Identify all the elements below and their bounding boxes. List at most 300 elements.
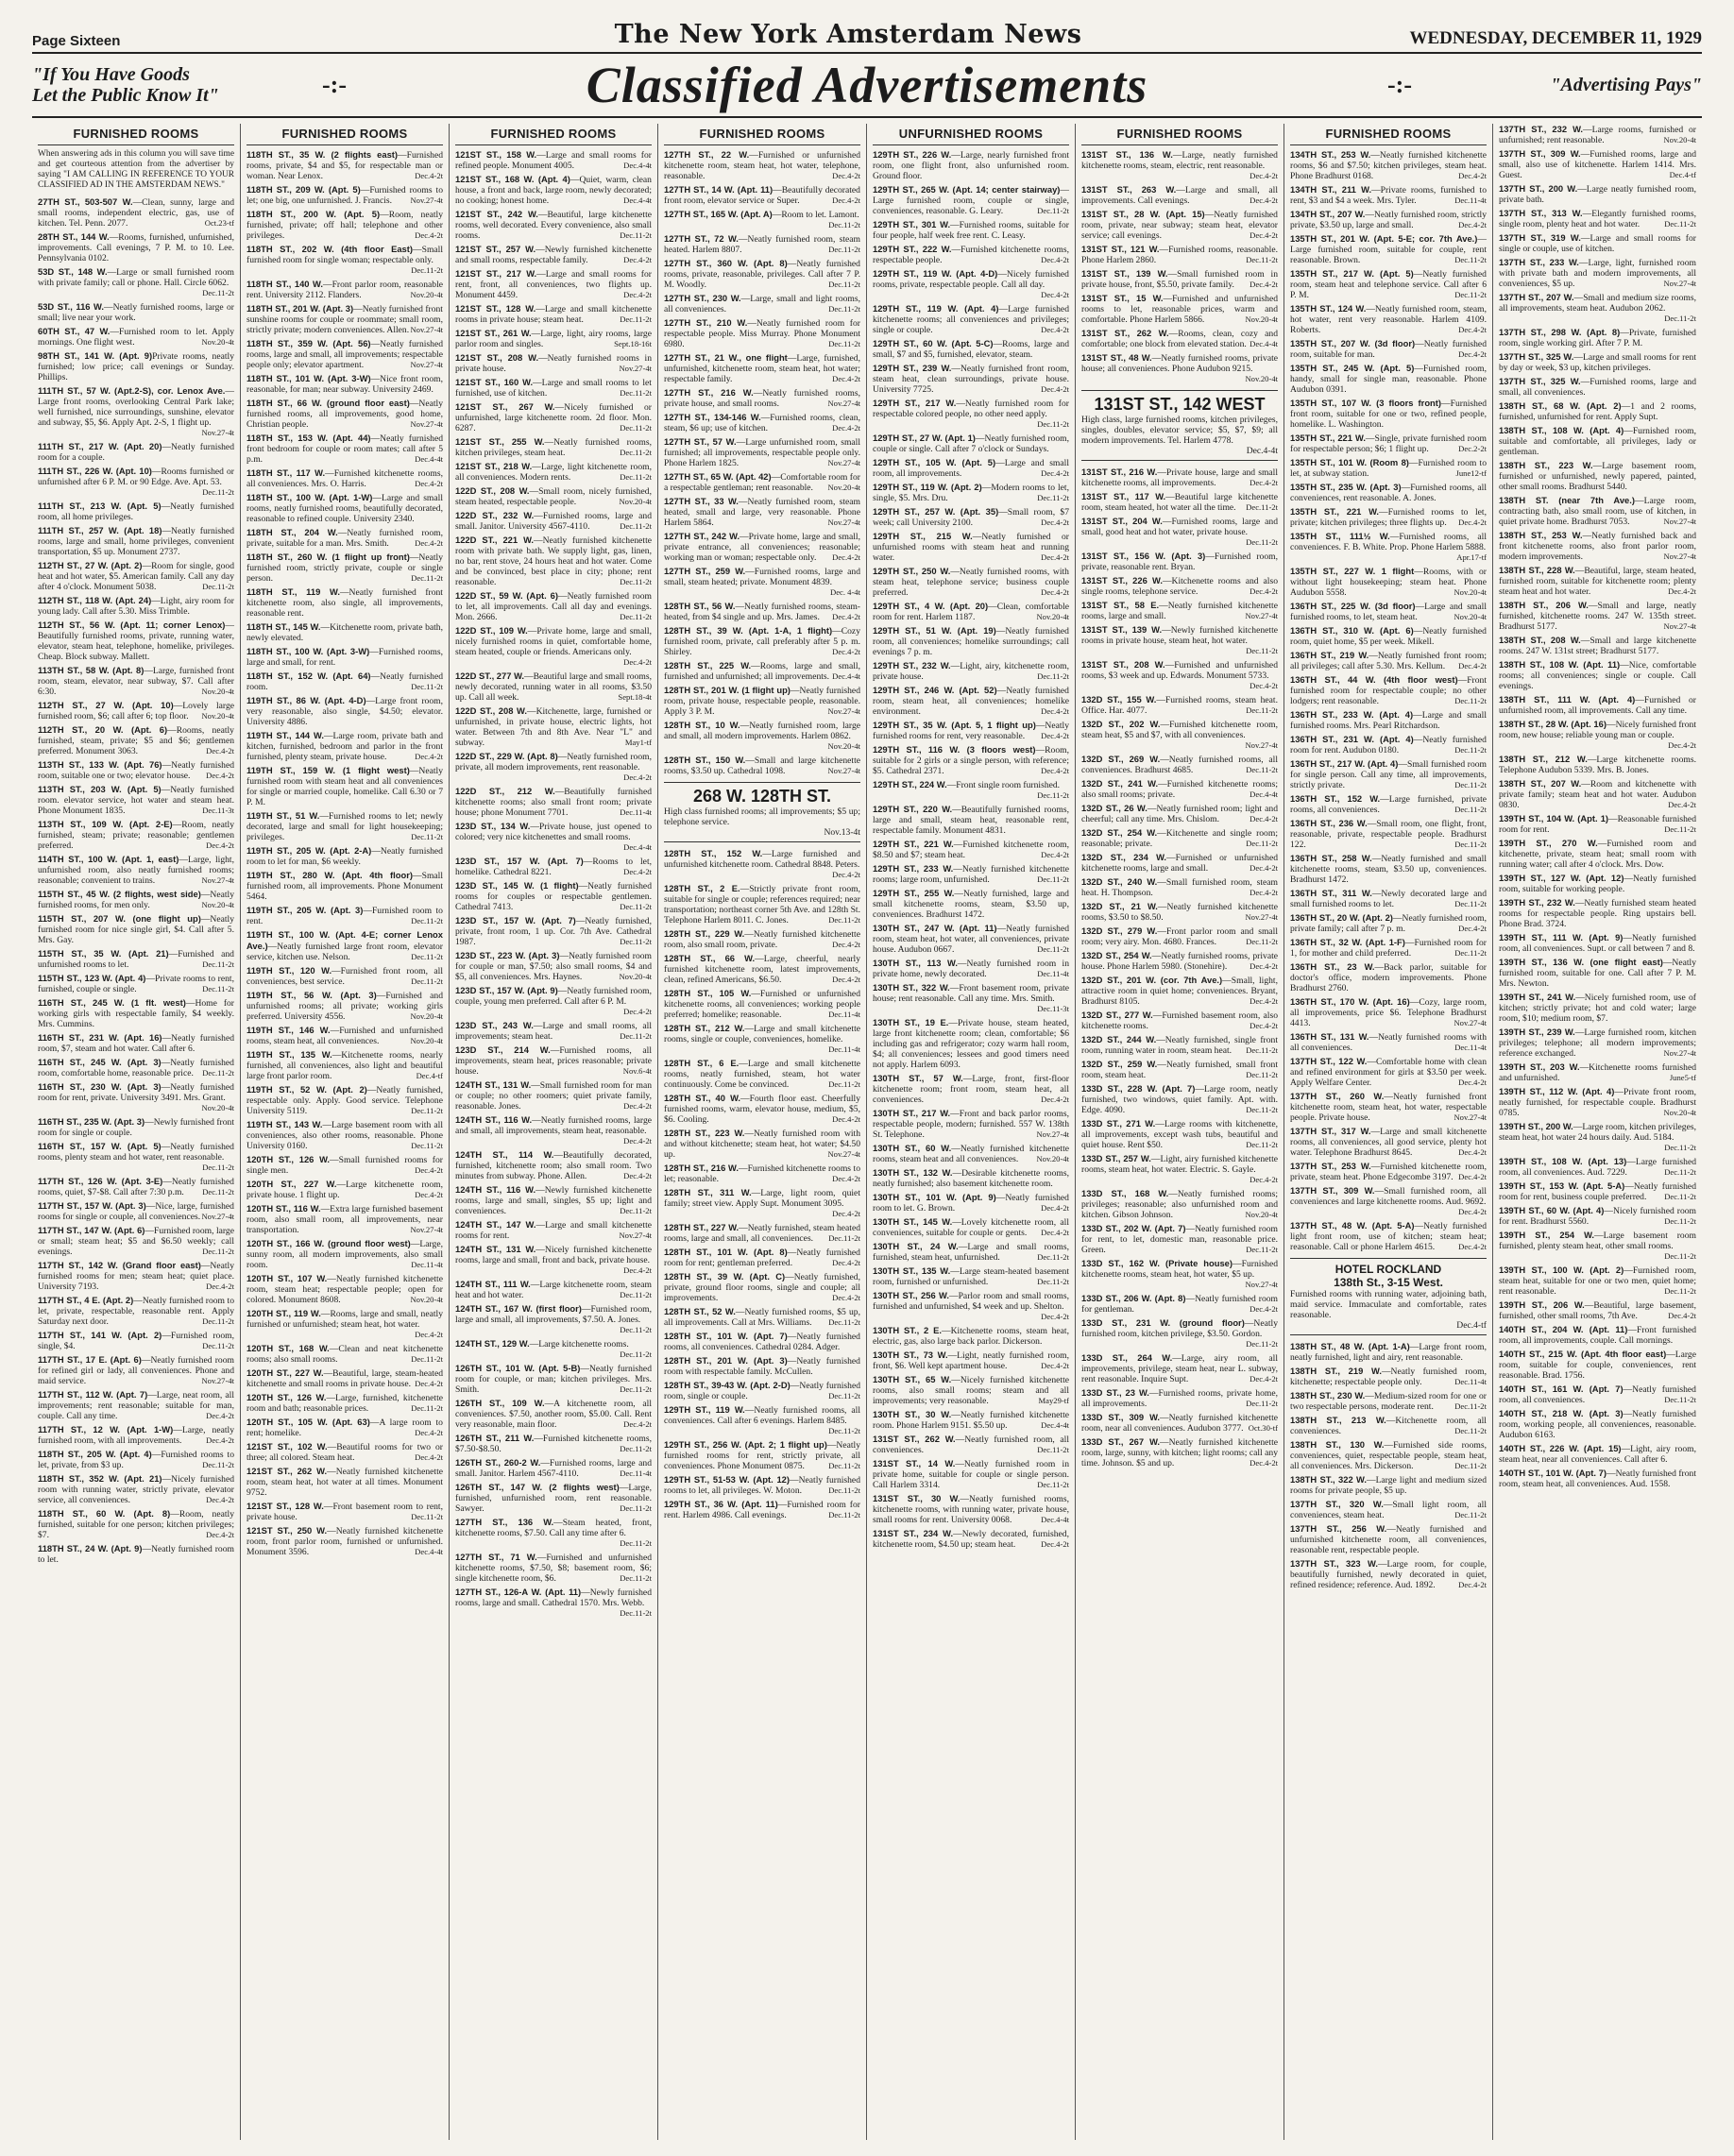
ad-address: 117TH ST., 126 W. (Apt. 3-E): [38, 1176, 163, 1186]
ad-insertion-code: Dec.11-2t: [1664, 1192, 1696, 1201]
ad-text: —Neatly furnished kitchenette room, front parlor room, furnished or unfurnished. Monument 3596.: [246, 1526, 443, 1557]
ad-text: —Neatly furnished room for couple or man, $7.50; also small rooms, $4 and $5, all conveniences. Mrs. Haynes.: [455, 951, 653, 982]
ad-insertion-code: Dec.4-2t: [832, 1258, 860, 1267]
ad-insertion-code: Dec.11-2t: [620, 521, 652, 531]
ad-insertion-code: Dec.11-2t: [1454, 1461, 1487, 1470]
ad-address: 139TH ST., 232 W.: [1499, 897, 1575, 908]
classified-ad: [873, 506, 1069, 528]
ad-address: 132D ST., 254 W.: [1081, 827, 1158, 838]
classified-ad: [873, 888, 1069, 920]
ad-text: —Furnished rooms, large and small, also use of kitchenette. Harlem 1414. Mrs. Guest.: [1499, 149, 1696, 180]
ad-address: 121ST ST., 128 W.: [246, 1501, 324, 1511]
classified-ad: [1081, 754, 1278, 775]
ad-address: 111TH ST., 213 W. (Apt. 5): [38, 501, 162, 511]
ad-text: —Large front room, very reasonable, also single, $4.50; elevator. University 4886.: [246, 696, 443, 727]
ad-address: 111TH ST., 257 W. (Apt. 18): [38, 525, 162, 535]
ad-address: 128TH ST., 227 W.: [664, 1222, 740, 1232]
classified-ad: [246, 671, 443, 692]
ad-address: 119TH ST., 280 W. (Apt. 4th floor): [246, 870, 414, 880]
ad-text: —Small furnished room for single person. Call any time, all improvements, strictly private.: [1290, 759, 1487, 790]
ad-text: —Medium-sized room for one or two respectable persons, moderate rent.: [1290, 1391, 1487, 1412]
classified-ad: [1499, 232, 1696, 254]
ad-insertion-code: Dec.4-2t: [206, 840, 234, 850]
ad-text: —Extra large furnished basement room, also small room, all improvements, near transportation.: [246, 1204, 443, 1235]
ad-address: 138TH ST., 108 W. (Apt. 11): [1499, 659, 1621, 670]
ad-insertion-code: Dec.11-2t: [1246, 1399, 1278, 1408]
ad-text: —Furnished rooms, all conveniences, rent reasonable. A. Jones.: [1290, 483, 1487, 503]
ad-insertion-code: Dec.4-2t: [1458, 1580, 1487, 1589]
ad-insertion-code: Nov.27-4t: [1245, 740, 1278, 750]
ad-address: 129TH ST., 224 W.: [873, 779, 947, 789]
ad-text: —Large, light room, quiet family; street view. Apply Supt. Monument 3095.: [664, 1188, 860, 1209]
ad-address: 112TH ST., 27 W. (Apt. 2): [38, 560, 143, 570]
ad-text: —Rooms, large and small, neatly furnished or unfurnished; steam heat, hot water.: [246, 1309, 443, 1330]
ad-address: 129TH ST., 215 W.: [873, 531, 973, 541]
ad-address: 129TH ST., 246 W. (Apt. 52): [873, 685, 997, 695]
ad-insertion-code: Dec.4-4t: [415, 1547, 443, 1556]
ad-address: 118TH ST., 101 W. (Apt. 3-W): [246, 373, 371, 383]
ad-address: 127TH ST., 14 W. (Apt. 11): [664, 184, 774, 195]
ad-text: —Small, light, attractive room in quiet home; conveniences. Bryant, Bradhurst 8105.: [1081, 976, 1278, 1007]
ad-text: —Neatly furnished room, couple, young men preferred. Call after 6 P. M.: [455, 986, 652, 1007]
ad-address: 127TH ST., 57 W.: [664, 436, 737, 447]
classified-ad: [455, 149, 652, 171]
ad-address: 112TH ST., 118 W. (Apt. 24): [38, 595, 152, 605]
classified-ad: [1499, 1086, 1696, 1118]
classified-ad: [664, 928, 860, 950]
classified-ad: [873, 720, 1069, 741]
ad-insertion-code: Dec.11-2t: [202, 1068, 234, 1078]
classified-ad: [246, 965, 443, 987]
ad-address: 121ST ST., 158 W.: [455, 149, 537, 160]
classified-ad: [1499, 183, 1696, 205]
ad-text: —Neatly furnished room with and without kitchenette; steam heat, hot water; $4.50 up.: [664, 1129, 860, 1160]
ad-text: —Kitchenette rooms, steam heat, electric, gas, also large back parlor. Dickerson.: [873, 1326, 1069, 1347]
ad-text: —Neatly furnished room to let for man, $6 weekly.: [246, 846, 443, 867]
classified-ad: [664, 601, 860, 622]
ad-insertion-code: Dec.11-2t: [1246, 1045, 1278, 1055]
ad-insertion-code: Dec.4-2t: [1250, 1374, 1278, 1384]
ad-text: —Neatly furnished kitchenette rooms; large room, unfurnished.: [873, 864, 1069, 885]
ad-text: —Furnished room to let. Apply mornings. One flight west.: [38, 327, 234, 348]
ad-insertion-code: Dec.11-2t: [1454, 948, 1487, 958]
ad-insertion-code: Dec.4-2t: [1250, 586, 1278, 596]
ad-text: —Large and small furnished rooms, to let, steam heat.: [1290, 602, 1487, 622]
display-ad-text: Furnished rooms with running water, adjoining bath, maid service. Immaculate and comfortable, rates reasonable.: [1290, 1289, 1487, 1320]
ad-text: —Large, sunny room, all modern improvements, also small room.: [246, 1239, 443, 1270]
ad-insertion-code: Dec.4-2t: [206, 1282, 234, 1291]
classified-ad: [1499, 1156, 1696, 1178]
ad-text: —Neatly furnished rooms, plenty steam and hot water, rent reasonable.: [38, 1142, 234, 1163]
ad-address: 124TH ST., 116 W.: [455, 1184, 536, 1195]
ad-insertion-code: Dec.4-4t: [1041, 1515, 1069, 1524]
ad-insertion-code: Dec.11-2t: [620, 1573, 652, 1583]
ad-text: —Private home, large and small, nicely furnished rooms in quiet, comfortable home, steam heated, couple or friends. Americans only.: [455, 626, 652, 657]
classified-ad: [873, 1241, 1069, 1263]
classified-ad: [1081, 575, 1278, 597]
ad-address: 135TH ST., 107 W. (3 floors front): [1290, 398, 1442, 408]
display-ad-text: High class, large furnished rooms, kitchen privileges, singles, doubles, elevator service; $5, $7, $9; all modern improvements. Tel. Harlem 4778.: [1081, 415, 1278, 446]
ad-text: —Front basement room to rent, private house.: [246, 1502, 443, 1522]
classified-ad: [1081, 328, 1278, 349]
reader-notice: When answering ads in this column you will save time and get courteous attention from the advertiser by saying "I AM CALLING IN REFERENCE TO YOUR CLASSIFIED AD IN THE AMSTERDAM NEWS.": [38, 149, 234, 190]
ad-text: —Neatly furnished room for nice single girl, $4. Call after 5. Mrs. Gay.: [38, 914, 234, 945]
ad-address: 118TH ST., 145 W.: [246, 621, 321, 632]
ad-insertion-code: Dec.11-2t: [1246, 1105, 1278, 1114]
classified-ad: [1290, 996, 1487, 1028]
slogan-left: [32, 64, 297, 106]
ad-insertion-code: Dec.4-2t: [1250, 863, 1278, 873]
ad-address: 128TH ST., 6 E.: [664, 1058, 740, 1068]
ad-address: 122D ST., 109 W.: [455, 625, 528, 636]
ad-insertion-code: Dec.4-2t: [832, 195, 860, 205]
ad-address: 117TH ST., 142 W. (Grand floor east): [38, 1260, 201, 1270]
ad-address: 122D ST., 59 W. (Apt. 6): [455, 590, 558, 601]
ad-address: 123D ST., 157 W. (Apt. 9): [455, 985, 558, 995]
ad-address: 111TH ST., 217 W. (Apt. 20): [38, 441, 162, 451]
ad-text: —Furnished rooms to let, private, from $3 up.: [38, 1450, 234, 1470]
ad-text: —Neatly furnished rooms, private house, and small rooms.: [664, 388, 860, 409]
ad-address: 121ST ST., 102 W.: [246, 1441, 328, 1451]
ad-insertion-code: Dec.11-4t: [1454, 1043, 1487, 1052]
ad-text: —Small furnished room in private house, front, $5.50, private family.: [1081, 269, 1278, 290]
ad-address: 140TH ST., 226 W. (Apt. 15): [1499, 1443, 1622, 1453]
ad-address: 118TH ST., 201 W. (Apt. 3): [246, 303, 354, 314]
classified-ad: [1290, 961, 1487, 993]
classified-ad: [455, 485, 652, 507]
ad-text: —Large furnished room, kitchen privileges; telephone; all modern improvements; reference exchanged.: [1499, 1027, 1696, 1059]
ad-insertion-code: Dec.11-2t: [1664, 824, 1696, 834]
ad-text: —Furnished room for rent. Harlem 4986. Call evenings.: [664, 1500, 860, 1520]
classified-ad: [664, 1163, 860, 1184]
ad-text: —Neatly furnished room, private, suitable for a man. Mrs. Smith.: [246, 528, 443, 549]
classified-ad: [455, 880, 652, 912]
ad-insertion-code: Dec.11-2t: [1037, 206, 1069, 215]
ad-insertion-code: Dec.4-4t: [832, 671, 860, 681]
classified-ad: [1499, 351, 1696, 373]
ad-text: —Neatly furnished kitchenette room, steam heat; respectable people; open for colored. Monument 8608.: [246, 1274, 443, 1305]
ad-text: —Neatly furnished front sunshine rooms for couple or roommate; small room, strictly private; modern conveniences. Allen.: [246, 304, 443, 335]
ad-address: 139TH ST., 112 W. (Apt. 4): [1499, 1086, 1615, 1096]
ad-text: —Rooms, with or without light housekeeping; steam heat. Phone Audubon 5558.: [1290, 567, 1487, 598]
classified-ad: [664, 1058, 860, 1090]
ad-insertion-code: Dec.4-2t: [415, 230, 443, 240]
ad-address: 129TH ST., 265 W. (Apt. 14; center stairway): [873, 184, 1061, 195]
ad-text: —Furnished rooms to let; newly decorated, large and small for light housekeeping; privileges.: [246, 811, 443, 842]
ad-text: —Neatly furnished room, strictly private, $3.50 up, large and small.: [1290, 210, 1487, 230]
ad-text: —Neatly furnished rooms, private, reasonable, privileges. Call after 7 P. M. Woodly.: [664, 259, 860, 290]
classified-ad: [1499, 495, 1696, 527]
classified-ad: [873, 660, 1069, 682]
classified-ad: [873, 566, 1069, 598]
ad-insertion-code: Dec.4-2t: [415, 479, 443, 488]
ad-address: 116TH ST., 235 W. (Apt. 3): [38, 1116, 145, 1127]
classified-ad: [1499, 813, 1696, 835]
classified-ad: [1499, 694, 1696, 716]
ad-insertion-code: Dec.11-2t: [828, 1485, 860, 1495]
ad-insertion-code: Nov.27-4t: [827, 399, 860, 408]
ad-text: —Neatly furnished room for respectable colored people, no other need apply.: [873, 399, 1069, 419]
ad-text: —Furnished kitchenette rooms; also small rooms; private.: [1081, 779, 1278, 800]
ad-address: 137TH ST., 207 W.: [1499, 292, 1574, 302]
ad-text: —Large room, suitable for couple, conveniences, rent reasonable. Brad. 1756.: [1499, 1350, 1696, 1381]
classified-ad: [38, 1057, 234, 1078]
classified-ad: [664, 1023, 860, 1055]
ad-address: 112TH ST., 20 W. (Apt. 6): [38, 724, 168, 735]
ad-insertion-code: Nov.27-4t: [1663, 517, 1696, 526]
classified-ad: [1081, 268, 1278, 290]
classified-ad: [664, 471, 860, 493]
ad-address: 136TH ST., 231 W. (Apt. 4): [1290, 734, 1414, 744]
ad-address: 118TH ST., 209 W. (Apt. 5): [246, 184, 361, 195]
ad-insertion-code: Dec.4-2t: [1041, 468, 1069, 478]
classified-ad: [246, 1203, 443, 1235]
ad-text: —Beautifully furnished kitchenette rooms; also small front room; private house; phone Monument 7701.: [455, 787, 653, 818]
classified-ad: [1499, 1180, 1696, 1202]
display-ad: [1081, 390, 1278, 461]
classified-ad: [1081, 1188, 1278, 1220]
display-ad: [1290, 1258, 1487, 1335]
ad-insertion-code: Dec.11-2t: [1454, 255, 1487, 264]
ad-address: 129TH ST., 301 W.: [873, 219, 951, 229]
ad-insertion-code: Dec.11-2t: [1246, 1070, 1278, 1079]
ad-text: —Large, light, furnished room with private bath and modern improvements, all conveniences, $5 up.: [1499, 258, 1696, 289]
ad-insertion-code: Nov.20-4t: [619, 497, 652, 506]
classified-ad: [455, 786, 652, 818]
ad-insertion-code: Dec.4-2t: [1041, 706, 1069, 716]
ad-text: —Large furnished room, all conveniences. Aud. 7229.: [1499, 1157, 1696, 1178]
ad-text: —Rooms, furnished, unfurnished, improvements. Call evenings, 7 P. M. to 10. Lee. Pennsylvania 0102.: [38, 232, 234, 263]
ad-insertion-code: Dec.11-2t: [1246, 1140, 1278, 1149]
classified-ad: [873, 1167, 1069, 1189]
classified-ad: [1290, 1415, 1487, 1436]
ad-insertion-code: Nov.27-4t: [619, 1231, 652, 1240]
classified-ad: [1499, 719, 1696, 751]
classified-ad: [664, 258, 860, 290]
classified-ad: [246, 730, 443, 762]
classified-ad: [246, 373, 443, 395]
ad-insertion-code: Nov.27-4t: [410, 360, 443, 369]
ad-address: 121ST ST., 208 W.: [455, 352, 539, 363]
ad-insertion-code: Dec.11-2t: [828, 339, 860, 348]
ad-address: 128TH ST., 152 W.: [664, 848, 763, 858]
ad-insertion-code: Nov.27-4t: [201, 1212, 234, 1221]
ad-address: 128TH ST., 212 W.: [664, 1023, 745, 1033]
ad-text: —Furnished room, single, $4.: [38, 1331, 234, 1351]
ad-address: 126TH ST., 109 W.: [455, 1398, 545, 1408]
ad-address: 137TH ST., 309 W.: [1499, 148, 1581, 159]
ad-insertion-code: Dec.4-2t: [623, 1419, 652, 1429]
ad-address: 127TH ST., 136 W.: [455, 1517, 554, 1527]
classified-ad: [1499, 1349, 1696, 1381]
ad-insertion-code: Dec.4-2t: [1041, 766, 1069, 775]
ad-address: 136TH ST., 131 W.: [1290, 1031, 1369, 1042]
ad-insertion-code: Dec.4-2t: [1250, 1304, 1278, 1314]
ad-text: —Strictly private front room, suitable for single or couple; references required; near transportation; northeast corner 5th Ave. and 128th St. Telephone Harlem 8011. C. Jones.: [664, 884, 860, 925]
ad-insertion-code: Oct.30-tf: [1248, 1423, 1278, 1433]
ad-text: —Large kitchenette rooms.: [529, 1339, 629, 1350]
ad-insertion-code: Dec.4-4t: [1250, 789, 1278, 799]
ad-address: 136TH ST., 20 W. (Apt. 2): [1290, 912, 1393, 923]
ad-address: 131ST ST., 136 W.: [1081, 149, 1173, 160]
ad-address: 127TH ST., 22 W.: [664, 149, 750, 160]
ad-insertion-code: Dec.11-2t: [1454, 696, 1487, 705]
ad-text: —Neatly furnished room, all conveniences; homelike surroundings; call evenings 7 p. m.: [873, 626, 1069, 657]
classified-ad: [1081, 209, 1278, 241]
ad-address: 138TH ST., 206 W.: [1499, 600, 1589, 610]
ad-address: 121ST ST., 242 W.: [455, 209, 538, 219]
page-header: [32, 21, 1702, 54]
ad-insertion-code: Dec.11-3t: [1037, 1004, 1069, 1013]
ad-address: 139TH ST., 104 W. (Apt. 1): [1499, 813, 1609, 823]
ad-address: 138TH ST., 68 W. (Apt. 2): [1499, 400, 1622, 411]
classified-ad: [873, 303, 1069, 335]
ad-insertion-code: Dec.2-2t: [1458, 444, 1487, 453]
ad-address: 131ST ST., 234 W.: [873, 1528, 954, 1538]
slogan-left-line-2: Let the Public Know It": [32, 85, 219, 106]
ad-text: —Small room, one flight, front, reasonable, private, respectable people. Bradhurst 122.: [1290, 819, 1487, 850]
ad-insertion-code: Dec.11-4t: [828, 1010, 860, 1019]
ad-insertion-code: Nov.20-4t: [1454, 587, 1487, 597]
ad-address: 132D ST., 201 W. (cor. 7th Ave.): [1081, 975, 1223, 985]
classified-ad: [455, 821, 652, 853]
classified-ad: [455, 590, 652, 622]
ad-column-5: [867, 124, 1076, 2140]
classified-ad: [246, 990, 443, 1022]
ad-address: 120TH ST., 116 W.: [246, 1203, 321, 1214]
ad-text: —Light, neatly furnished room, front, $6. Well kept apartment house.: [873, 1350, 1069, 1371]
ad-insertion-code: Nov.20-4t: [1036, 1154, 1069, 1163]
ad-text: —Large furnished room, suitable for couple, rent reasonable. Brown.: [1290, 234, 1487, 265]
ad-insertion-code: Dec.4-2t: [623, 255, 652, 264]
ad-address: 127TH ST., 71 W.: [455, 1552, 537, 1562]
ad-insertion-code: June5-tf: [1669, 1073, 1696, 1082]
ad-text: —Neatly furnished kitchenette rooms, $6 and $7.50; kitchen privileges, steam heat. Phone Bradhurst 0168.: [1290, 150, 1487, 181]
ad-insertion-code: Dec.4-2t: [1458, 518, 1487, 527]
ad-address: 131ST ST., 216 W.: [1081, 467, 1158, 477]
ad-text: —Large and small rooms to let furnished, use of kitchen.: [455, 378, 652, 399]
ad-insertion-code: Dec.4-2t: [832, 1114, 860, 1124]
ad-address: 118TH ST., 60 W. (Apt. 8): [38, 1508, 171, 1519]
ad-address: 133D ST., 257 W.: [1081, 1153, 1151, 1163]
ad-insertion-code: Dec.4-2t: [206, 1411, 234, 1420]
ad-address: 140TH ST., 218 W. (Apt. 3): [1499, 1408, 1624, 1418]
classified-ad: [246, 552, 443, 584]
classified-ad: [1499, 1408, 1696, 1440]
classified-ad: [1499, 565, 1696, 597]
ad-text: —Cozy furnished room, private, call preferably after 5 p. m. Shirley.: [664, 626, 860, 657]
ad-insertion-code: Dec.11-2t: [411, 832, 443, 841]
ad-text: —Large, cheerful, nearly furnished kitchenette room, latest improvements, clean, refined Americans, $6.50.: [664, 954, 861, 985]
section-title: Classified Advertisements: [586, 57, 1148, 113]
classified-ad: [1290, 363, 1487, 395]
ad-text: —Neatly furnished room, private family; call after 7 p. m.: [1290, 913, 1487, 934]
ad-insertion-code: Dec.4-2t: [832, 423, 860, 433]
ad-column-1: [32, 124, 241, 2140]
classified-ad: [1290, 566, 1487, 598]
classified-ad: [873, 268, 1069, 300]
ad-insertion-code: Dec.11-2t: [1664, 219, 1696, 229]
ad-address: 123D ST., 223 W. (Apt. 3): [455, 950, 560, 960]
classified-ad: [246, 149, 443, 181]
ad-address: 131ST ST., 14 W.: [873, 1458, 956, 1468]
ad-text: —Large, furnished, kitchenette room and bath; reasonable prices.: [246, 1393, 443, 1414]
classified-ad: [1499, 257, 1696, 289]
ad-address: 127TH ST., 65 W. (Apt. 42): [664, 471, 772, 482]
ad-text: —Neatly furnished room for a couple.: [38, 442, 234, 463]
ad-insertion-code: Nov.20-4t: [201, 687, 234, 696]
classified-ad: [1290, 853, 1487, 885]
ad-insertion-code: Dec.4-2t: [623, 772, 652, 782]
ad-text: —Neatly furnished kitchenette room, steam heat, hot water at all times. Monument 9752.: [246, 1467, 443, 1498]
classified-ad: [873, 1458, 1069, 1490]
ad-text: —Large and small rooms for single or couple, use of kitchen.: [1499, 233, 1696, 254]
classified-ad: [873, 1290, 1069, 1322]
ad-insertion-code: Dec.11-4t: [1454, 195, 1487, 205]
classified-ad: [664, 685, 860, 717]
ad-insertion-code: Dec.11-2t: [828, 1391, 860, 1401]
ad-address: 118TH ST., 100 W. (Apt. 1-W): [246, 492, 373, 502]
ad-text: —Neatly furnished room to let, private, respectable, reasonable rent. Apply Saturday next door.: [38, 1296, 235, 1327]
ad-text: —Neatly furnished front room; all privileges; call after 5.30. Mrs. Kellum.: [1290, 651, 1487, 671]
classified-ad: [873, 219, 1069, 241]
classified-ad: [1290, 888, 1487, 909]
ad-insertion-code: Dec.11-2t: [620, 472, 652, 482]
classified-ad: [455, 401, 652, 433]
classified-ad: [873, 457, 1069, 479]
classified-ad: [1290, 531, 1487, 563]
classified-ad: [664, 1439, 860, 1471]
ad-address: 119TH ST., 86 W. (Apt. 4-D): [246, 695, 366, 705]
ad-text: —Large and small kitchenette rooms, neatly furnished, steam, hot water continuously. Come be convinced.: [664, 1059, 860, 1090]
ad-text: —Large furnished and unfurnished kitchenette room. Cathedral 8848. Peters.: [664, 849, 860, 870]
classified-ad: [1081, 1352, 1278, 1384]
ad-text: —Large, nearly furnished front room, one flight front, also unfurnished room. Ground floor.: [873, 150, 1069, 181]
classified-ad: [664, 184, 860, 206]
ad-text: —Furnished or unfurnished kitchenette rooms, large and small.: [1081, 853, 1278, 874]
ad-address: 136TH ST., 236 W.: [1290, 818, 1368, 828]
classified-ad: [664, 1187, 860, 1219]
classified-ad: [873, 363, 1069, 395]
ad-text: —Large, neatly furnished room, with all improvements.: [38, 1425, 235, 1446]
ad-text: —Large room, for couple, beautifully furnished, newly decorated in quiet, refined residence; reference. Aud. 1892.: [1290, 1559, 1487, 1590]
ad-address: 138TH ST., 212 W.: [1499, 754, 1588, 764]
ad-address: 121ST ST., 257 W.: [455, 244, 536, 254]
classified-ad: [38, 973, 234, 994]
ad-address: 131ST ST., 121 W.: [1081, 244, 1160, 254]
ad-address: 129TH ST., 119 W. (Apt. 4-D): [873, 268, 998, 279]
classified-ad: [1081, 1153, 1278, 1185]
ad-text: —Front furnished room for respectable couple; no other lodgers; rent reasonable.: [1290, 675, 1487, 706]
classified-ad: [455, 510, 652, 532]
ad-address: 124TH ST., 131 W.: [455, 1244, 536, 1254]
ad-address: 135TH ST., 221 W.: [1290, 433, 1366, 443]
ad-insertion-code: Dec.4-2t: [415, 1165, 443, 1175]
classified-ad: [664, 988, 860, 1020]
ad-text: —Nicely furnished or unfurnished, large kitchenette room. 2d floor. Mon. 6287.: [455, 402, 652, 433]
ad-text: —Neatly furnished room, steam heat and telephone service. Call after 6 P. M.: [1290, 269, 1487, 300]
classified-ad: [246, 279, 443, 300]
ad-insertion-code: Dec.4-2t: [1250, 195, 1278, 205]
ad-text: —Neatly furnished large front room, elevator service, kitchen use. Nelson.: [246, 942, 443, 962]
ad-insertion-code: Nov.27-4t: [410, 325, 443, 334]
classified-ad: [455, 950, 652, 982]
classified-ad: [664, 149, 860, 181]
ad-text: —Neatly furnished room, quiet home, $5 per week. Mikell.: [1290, 626, 1487, 647]
classified-ad: [1081, 876, 1278, 898]
classified-ad: [873, 923, 1069, 955]
ad-address: 127TH ST., 72 W.: [664, 233, 739, 244]
